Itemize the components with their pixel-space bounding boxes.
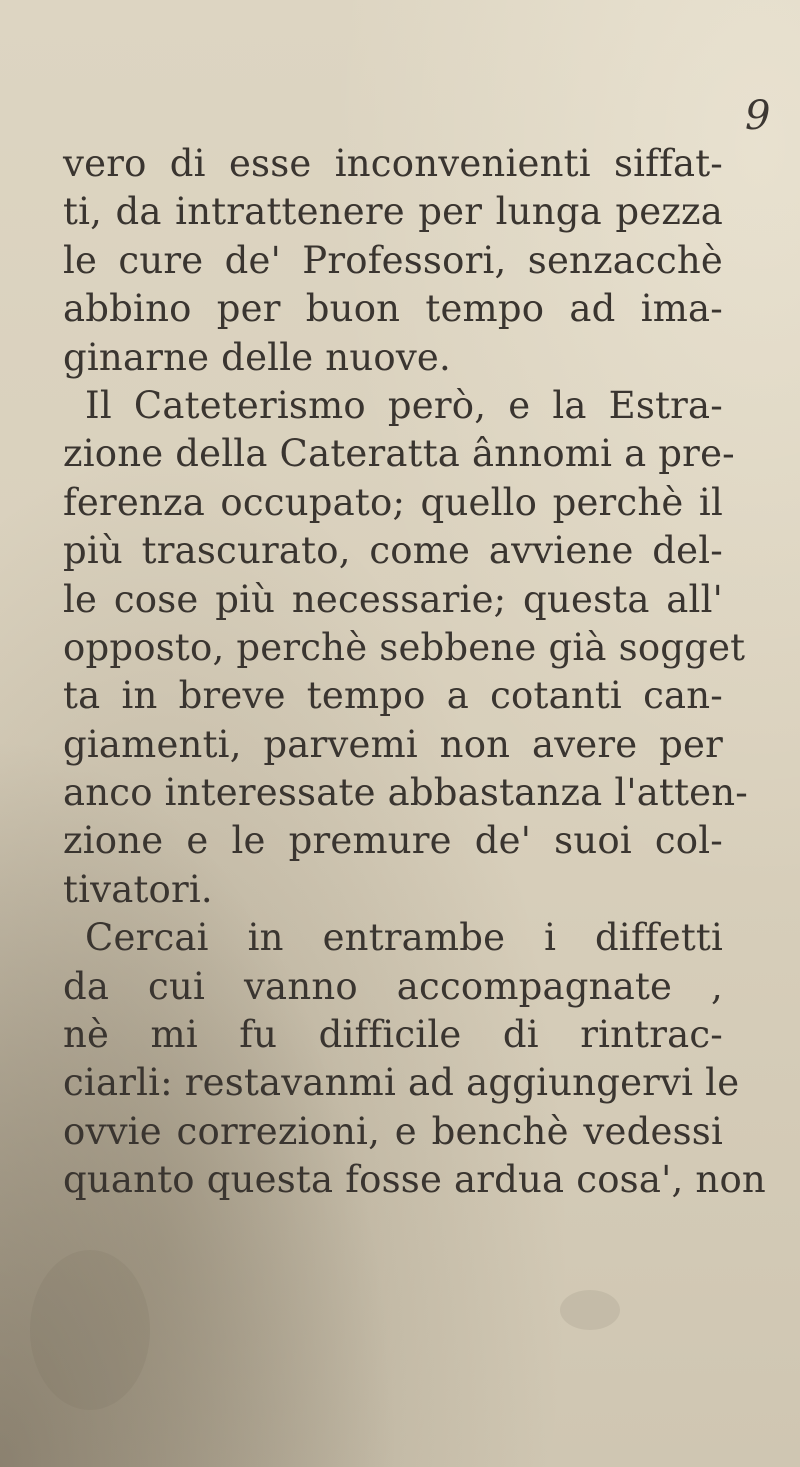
text-line: giamenti, parvemi non avere per bbox=[63, 722, 723, 766]
body-text bbox=[63, 140, 766, 1205]
paper-stain bbox=[30, 1250, 150, 1410]
text-line: abbino per buon tempo ad ima- bbox=[63, 287, 723, 331]
text-line: anco interessate abbastanza l'atten- bbox=[63, 771, 748, 815]
text-line: quanto questa fosse ardua cosa', non bbox=[63, 1158, 766, 1202]
text-line: vero di esse inconvenienti siffat- bbox=[63, 142, 723, 185]
page-number: 9 bbox=[745, 93, 771, 139]
text-line: zione della Cateratta ânnomi a pre- bbox=[63, 432, 735, 476]
text-line: da cui vanno accompagnate , bbox=[63, 964, 723, 1008]
text-line: zione e le premure de' suoi col- bbox=[63, 819, 723, 863]
text-line: tivatori. bbox=[63, 867, 213, 911]
text-line: nè mi fu difficile di rintrac- bbox=[63, 1013, 723, 1057]
text-line: le cose più necessarie; questa all' bbox=[63, 577, 723, 621]
text-line: ti, da intrattenere per lunga pezza bbox=[63, 190, 723, 234]
text-line: ciarli: restavanmi ad aggiungervi le bbox=[63, 1061, 740, 1105]
text-line: ginarne delle nuove. bbox=[63, 335, 451, 379]
text-line: più trascurato, come avviene del- bbox=[63, 529, 723, 573]
text-line: Cercai in entrambe i diffetti bbox=[85, 916, 723, 960]
text-line: ovvie correzioni, e benchè vedessi bbox=[63, 1109, 723, 1153]
text-line: ferenza occupato; quello perchè il bbox=[63, 480, 723, 524]
text-line: opposto, perchè sebbene già sogget bbox=[63, 625, 746, 669]
paper-stain bbox=[560, 1290, 620, 1330]
text-line: le cure de' Professori, senzacchè bbox=[63, 238, 723, 282]
text-line: ta in breve tempo a cotanti can- bbox=[63, 674, 723, 718]
text-line: Il Cateterismo però, e la Estra- bbox=[85, 383, 723, 427]
